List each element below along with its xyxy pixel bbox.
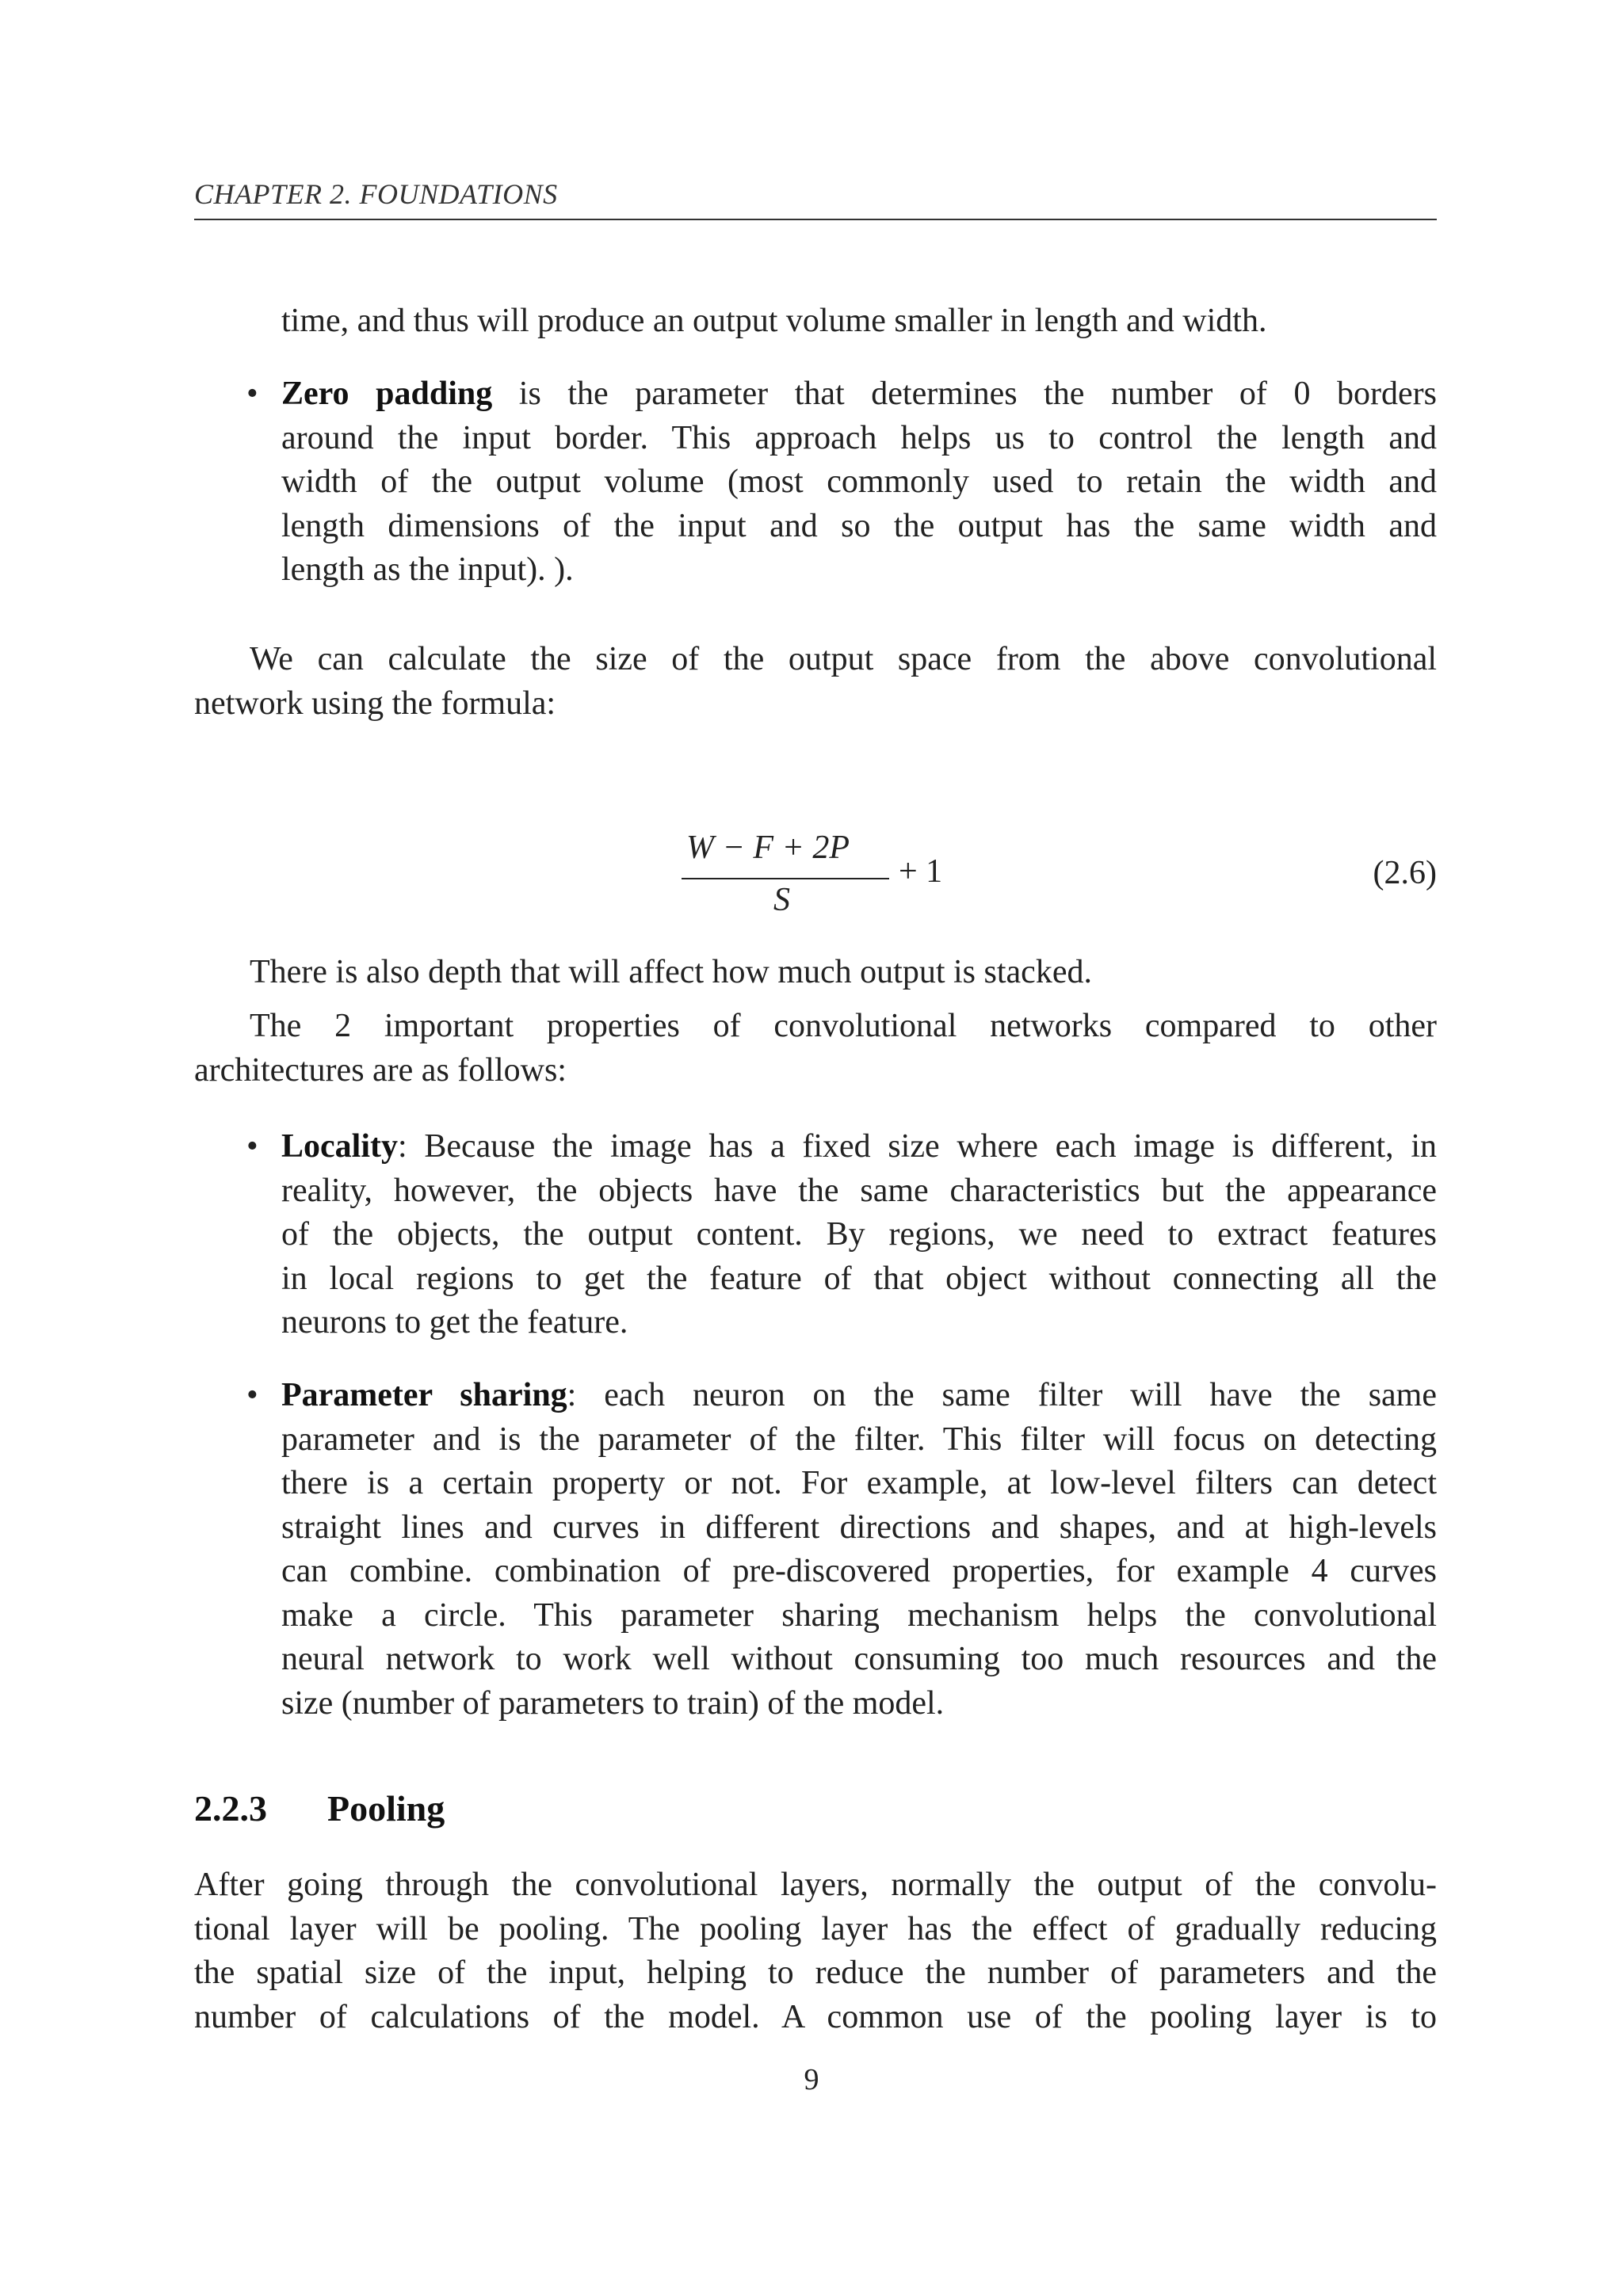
paragraph-line: There is also depth that will affect how much output is stacked. bbox=[250, 954, 1092, 990]
page-number: 9 bbox=[804, 2063, 819, 2096]
bullet-line: neural network to work well without consuming too much resources and the bbox=[281, 1641, 1437, 1677]
paragraph-formula-intro bbox=[194, 638, 1437, 726]
bullet-parameter-sharing bbox=[246, 1374, 1437, 1726]
bullet-line: straight lines and curves in different directions and shapes, and at high-levels bbox=[281, 1508, 1437, 1546]
bullet-line: parameter and is the parameter of the filter. This filter will focus on detecting bbox=[281, 1421, 1437, 1458]
paragraph-line: tional layer will be pooling. The pooling layer has the effect of gradually reducing bbox=[194, 1910, 1437, 1947]
section-number: 2.2.3 bbox=[194, 1788, 267, 1829]
header-rule bbox=[194, 219, 1437, 220]
bullet-dot: • bbox=[246, 1377, 258, 1413]
bullet-line: length dimensions of the input and so the output has the same width and bbox=[281, 507, 1437, 544]
paragraph-line: The 2 important properties of convolutional networks compared to other bbox=[250, 1008, 1437, 1044]
paragraph-properties bbox=[194, 1005, 1437, 1093]
bullet-line: around the input border. This approach helps us to control the length and bbox=[281, 419, 1437, 456]
bullet-line: size (number of parameters to train) of the model. bbox=[281, 1684, 945, 1722]
bullet-dot: • bbox=[246, 376, 258, 412]
fraction-bar bbox=[682, 878, 889, 879]
bullet-line: reality, however, the objects have the same characteristics but the appearance bbox=[281, 1172, 1437, 1209]
paragraph-line: the spatial size of the input, helping to reduce the number of parameters and the bbox=[194, 1955, 1437, 1991]
bullet-line: of the objects, the output content. By regions, we need to extract features bbox=[281, 1216, 1437, 1253]
bullet-term: Locality bbox=[281, 1128, 398, 1165]
bullet-dot: • bbox=[246, 1128, 258, 1165]
bullet-line: Parameter sharing: each neuron on the same filter will have the same bbox=[281, 1377, 1437, 1413]
paragraph-line: We can calculate the size of the output space from the above convolutional bbox=[250, 641, 1437, 677]
paragraph-line: number of calculations of the model. A common use of the pooling layer is to bbox=[194, 1998, 1437, 2035]
bullet-zero-padding bbox=[246, 372, 1437, 593]
equation-suffix: + 1 bbox=[899, 853, 943, 890]
bullet-line: can combine. combination of pre-discovered properties, for example 4 curves bbox=[281, 1553, 1437, 1589]
bullet-term: Zero padding bbox=[281, 376, 493, 412]
bullet-line: length as the input). ). bbox=[281, 551, 574, 588]
bullet-line: width of the output volume (most commonly used to retain the width and bbox=[281, 463, 1437, 500]
paragraph-pooling bbox=[194, 1863, 1437, 2039]
bullet-line: make a circle. This parameter sharing mechanism helps the convolutional bbox=[281, 1596, 1437, 1634]
paragraph-depth bbox=[194, 951, 1437, 995]
section-title: Pooling bbox=[327, 1788, 445, 1829]
bullet-continuation bbox=[281, 299, 1437, 344]
bullet-locality bbox=[246, 1125, 1437, 1345]
bullet-line: there is a certain property or not. For example, at low-level filters can detect bbox=[281, 1465, 1437, 1501]
bullet-line: Zero padding is the parameter that determines the number of 0 borders bbox=[281, 376, 1437, 412]
paragraph-line: architectures are as follows: bbox=[194, 1051, 567, 1089]
equation-number: (2.6) bbox=[1373, 855, 1437, 891]
equation-numerator: W − F + 2P bbox=[686, 830, 850, 866]
equation-denominator: S bbox=[773, 882, 790, 918]
section-heading bbox=[194, 1787, 445, 1829]
continuation-line: time, and thus will produce an output volume smaller in length and width. bbox=[281, 303, 1267, 339]
bullet-line: neurons to get the feature. bbox=[281, 1304, 628, 1341]
paragraph-line: After going through the convolutional layers, normally the output of the convolu- bbox=[194, 1867, 1437, 1903]
running-head: CHAPTER 2. FOUNDATIONS bbox=[194, 178, 558, 210]
bullet-line: in local regions to get the feature of that object without connecting all the bbox=[281, 1260, 1437, 1297]
bullet-term: Parameter sharing bbox=[281, 1377, 567, 1413]
paragraph-line: network using the formula: bbox=[194, 685, 556, 722]
bullet-line: Locality: Because the image has a fixed size where each image is different, in bbox=[281, 1128, 1437, 1165]
